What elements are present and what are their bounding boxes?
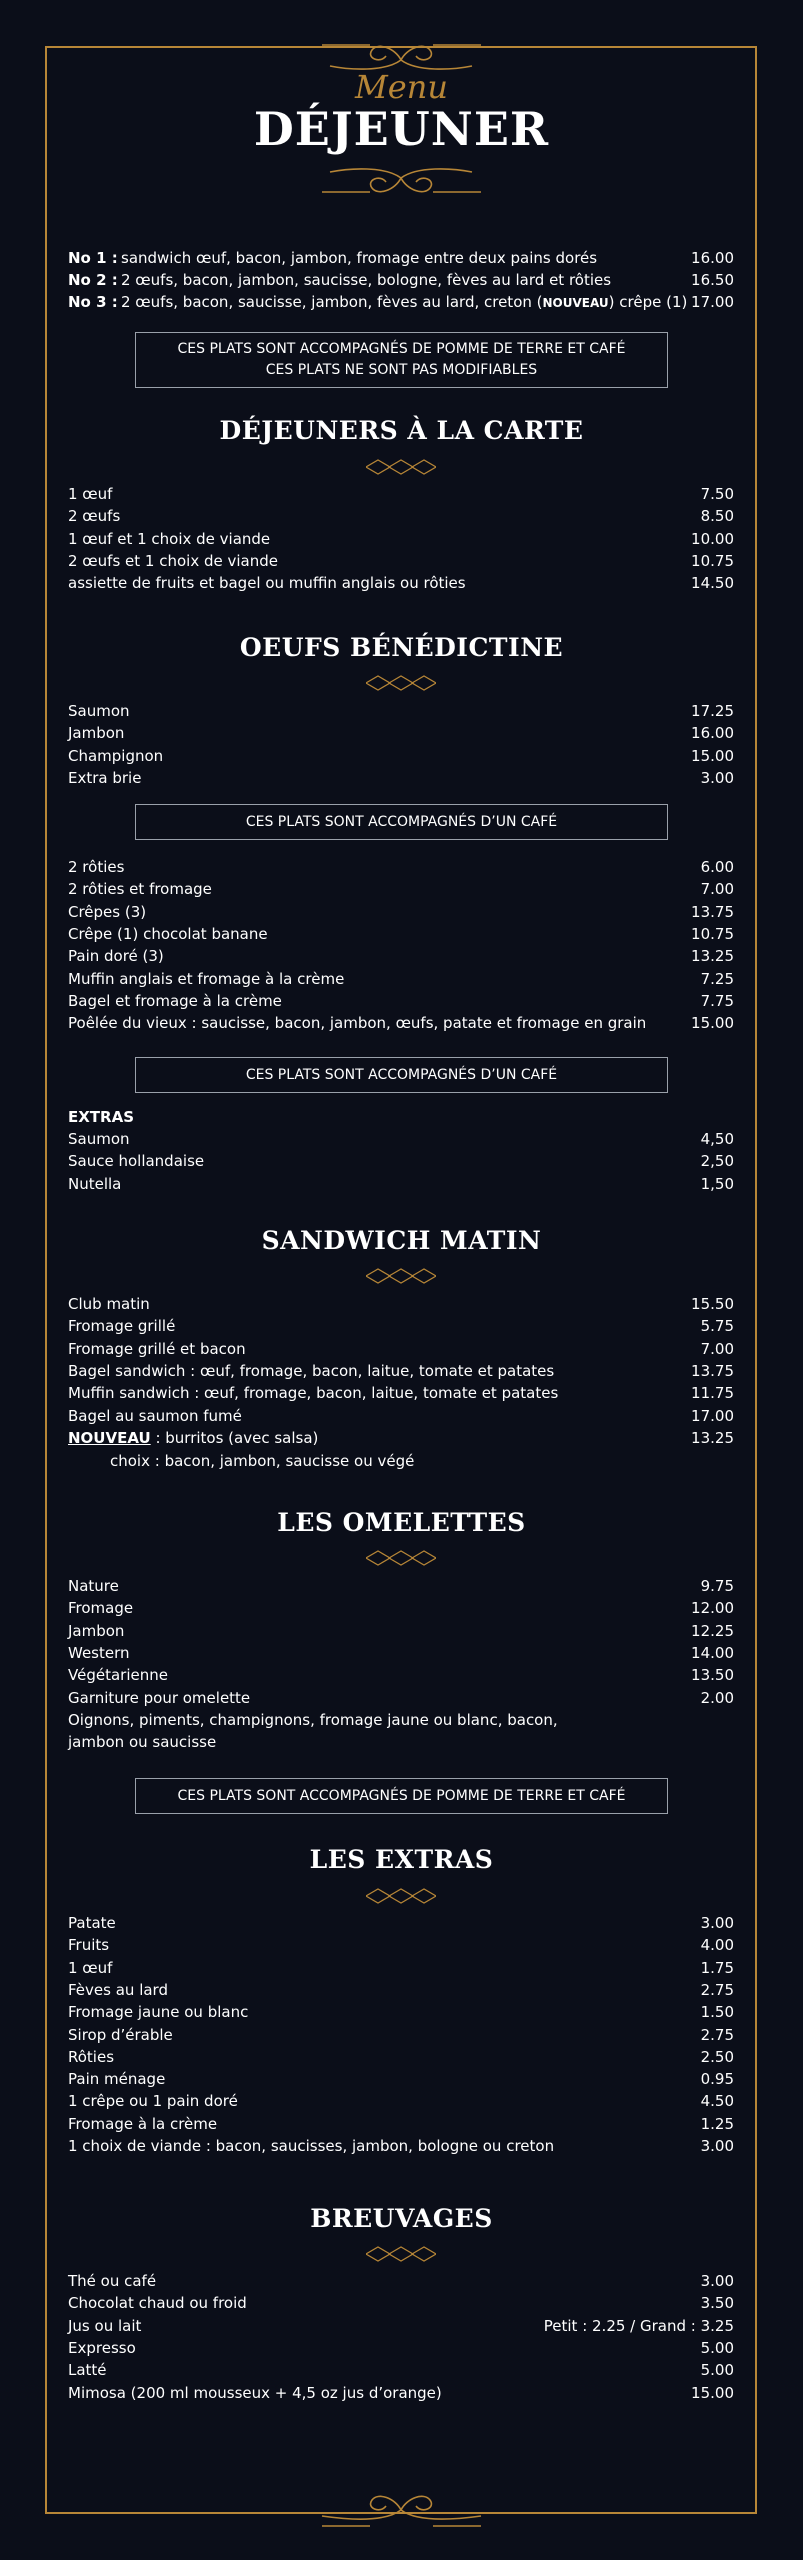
menu-item	[68, 528, 734, 550]
menu-item	[68, 2024, 734, 2046]
menu-item	[68, 968, 734, 990]
section-title-carte: DÉJEUNERS À LA CARTE	[219, 416, 584, 445]
item-price: 14.50	[691, 574, 734, 593]
menu-item	[68, 1664, 734, 1686]
item-name: 1 œuf et 1 choix de viande	[68, 529, 271, 548]
item-price: 17.00	[691, 1406, 734, 1425]
menu-item	[68, 2001, 734, 2023]
item-price: 4.50	[700, 2092, 734, 2111]
diamond-divider-icon	[366, 2244, 436, 2264]
item-price: 3.00	[700, 2137, 734, 2155]
item-name: Nutella	[68, 1174, 122, 1193]
item-price: 1,50	[700, 1174, 734, 1193]
menu-item	[68, 1012, 734, 1034]
menu-item	[68, 1597, 734, 1619]
menu-item	[68, 990, 734, 1012]
item-price: 13.25	[691, 1429, 734, 1447]
menu-item	[68, 745, 734, 767]
item-name: Crêpes (3)	[68, 902, 147, 921]
menu-item	[68, 2068, 734, 2090]
menu-item	[68, 2382, 734, 2404]
menu-item	[68, 2337, 734, 2359]
combo-item	[68, 247, 734, 269]
item-price: 2.50	[700, 2047, 734, 2066]
nouveau-tag: NOUVEAU	[68, 1429, 151, 1447]
combo-item	[68, 269, 734, 291]
item-price: 15.00	[691, 2383, 734, 2402]
menu-item	[68, 2292, 734, 2314]
item-name: Fruits	[68, 1936, 110, 1955]
item-price: 17.25	[691, 702, 734, 720]
item-name: 1 œuf	[68, 1958, 113, 1977]
item-price: 10.75	[691, 551, 734, 570]
menu-item	[68, 856, 734, 878]
item-price: 13.75	[691, 1361, 734, 1380]
item-price: 13.25	[691, 947, 734, 966]
item-price: 14.00	[691, 1643, 734, 1662]
section-title-sandwich: SANDWICH MATIN	[261, 1226, 542, 1255]
menu-item	[68, 901, 734, 923]
item-price: 0.95	[700, 2070, 734, 2089]
menu-item	[68, 2046, 734, 2068]
menu-item	[68, 1620, 734, 1642]
item-price: 7.75	[700, 991, 734, 1010]
item-name: NOUVEAU : burritos (avec salsa)	[68, 1429, 319, 1447]
garniture-description: Oignons, piments, champignons, fromage jaune ou blanc, bacon, jambon ou saucisse	[68, 1711, 558, 1751]
item-price: 2.75	[700, 1980, 734, 1999]
item-name: Jus ou lait	[68, 2316, 142, 2335]
item-price: 1.25	[700, 2114, 734, 2133]
item-name: Thé ou café	[68, 2272, 157, 2290]
item-name: Fromage grillé	[68, 1317, 176, 1336]
menu-item	[68, 1427, 734, 1449]
item-price: 16.00	[691, 724, 734, 743]
menu-item	[68, 1382, 734, 1404]
combo-description: sandwich œuf, bacon, jambon, fromage entre deux pains dorés	[121, 249, 598, 267]
item-name: 1 œuf	[68, 485, 113, 503]
item-name: Champignon	[68, 746, 164, 765]
combo-price: 17.00	[691, 293, 734, 311]
item-price: 7.00	[700, 880, 734, 899]
item-name: Sirop d’érable	[68, 2025, 173, 2044]
item-price: Petit : 2.25 / Grand : 3.25	[543, 2316, 734, 2335]
menu-item	[68, 1338, 734, 1360]
menu-item	[68, 722, 734, 744]
item-name: Fromage	[68, 1599, 134, 1618]
item-price: 15.00	[691, 1014, 734, 1033]
item-name: Bagel au saumon fumé	[68, 1406, 242, 1425]
item-price: 13.50	[691, 1666, 734, 1685]
menu-item	[68, 572, 734, 594]
menu-item	[68, 2359, 734, 2381]
diamond-divider-icon	[366, 1266, 436, 1286]
item-name: 2 rôties et fromage	[68, 880, 212, 899]
menu-item	[68, 2090, 734, 2112]
info-note-box: CES PLATS SONT ACCOMPAGNÉS D’UN CAFÉ	[135, 1057, 668, 1093]
diamond-divider-icon	[366, 1886, 436, 1906]
item-name: Extra brie	[68, 768, 142, 787]
combo-number: No 2 :	[68, 271, 118, 289]
item-price: 7.00	[700, 1339, 734, 1358]
item-price: 5.00	[700, 2361, 734, 2380]
item-name: Jambon	[68, 1621, 125, 1640]
combo-number: No 3 :	[68, 293, 118, 311]
menu-item	[68, 1360, 734, 1382]
page-title: DÉJEUNER	[253, 102, 550, 156]
item-name: Muffin sandwich : œuf, fromage, bacon, laitue, tomate et patates	[68, 1384, 559, 1403]
item-name: Patate	[68, 1914, 116, 1932]
item-name: Bagel et fromage à la crème	[68, 991, 282, 1010]
item-name: Pain doré (3)	[68, 947, 164, 966]
item-price: 4.00	[700, 1936, 734, 1955]
item-price: 3.00	[700, 768, 734, 787]
item-name: Végétarienne	[68, 1666, 168, 1685]
item-name: assiette de fruits et bagel ou muffin anglais ou rôties	[68, 574, 466, 593]
note-line: CES PLATS SONT ACCOMPAGNÉS DE POMME DE TERRE ET CAFÉ	[177, 341, 626, 357]
menu-item	[68, 1128, 734, 1150]
menu-item	[68, 483, 734, 505]
section-title-benedictine: OEUFS BÉNÉDICTINE	[239, 633, 564, 662]
item-name: Garniture pour omelette	[68, 1688, 251, 1707]
item-price: 2,50	[700, 1152, 734, 1171]
diamond-divider-icon	[366, 457, 436, 477]
menu-item	[68, 1912, 734, 1934]
item-price: 2.00	[700, 1688, 734, 1707]
menu-item	[68, 1979, 734, 2001]
combo-item	[68, 291, 734, 313]
item-price: 1.50	[700, 2003, 734, 2022]
item-name: 2 rôties	[68, 858, 125, 876]
item-price: 15.50	[691, 1295, 734, 1313]
info-note-box: CES PLATS SONT ACCOMPAGNÉS D’UN CAFÉ	[135, 804, 668, 840]
menu-item	[68, 1575, 734, 1597]
menu-item	[68, 1150, 734, 1172]
item-price: 5.00	[700, 2338, 734, 2357]
info-note-box: CES PLATS SONT ACCOMPAGNÉS DE POMME DE TERRE ET CAFÉ	[135, 1778, 668, 1814]
item-price: 9.75	[700, 1577, 734, 1595]
combo-description: 2 œufs, bacon, saucisse, jambon, fèves au lard, creton (NOUVEAU) crêpe (1)	[121, 293, 688, 311]
menu-item	[68, 1293, 734, 1315]
section-title-breuvages: BREUVAGES	[310, 2204, 493, 2233]
menu-item	[68, 1315, 734, 1337]
item-name: Pain ménage	[68, 2070, 166, 2089]
menu-item	[68, 1405, 734, 1427]
item-price: 5.75	[700, 1317, 734, 1336]
item-price: 1.75	[700, 1958, 734, 1977]
item-price: 10.00	[691, 529, 734, 548]
combo-price: 16.00	[691, 249, 734, 267]
menu-item	[68, 1934, 734, 1956]
item-price: 7.50	[700, 485, 734, 503]
menu-item	[68, 878, 734, 900]
item-name: Fromage grillé et bacon	[68, 1339, 246, 1358]
combo-number: No 1 :	[68, 249, 118, 267]
item-name: 2 œufs et 1 choix de viande	[68, 551, 278, 570]
menu-item	[68, 505, 734, 527]
item-name: Crêpe (1) chocolat banane	[68, 924, 268, 943]
menu-item	[68, 2113, 734, 2135]
choice-note: choix : bacon, jambon, saucisse ou végé	[110, 1452, 415, 1470]
item-name: 2 œufs	[68, 507, 121, 526]
section-title-omelettes: LES OMELETTES	[277, 1508, 526, 1537]
info-note-box	[135, 332, 668, 388]
item-price: 3.00	[700, 1914, 734, 1932]
item-price: 10.75	[691, 924, 734, 943]
menu-item	[68, 1642, 734, 1664]
combo-price: 16.50	[691, 271, 734, 289]
item-price: 7.25	[700, 969, 734, 988]
item-price: 6.00	[700, 858, 734, 876]
item-name: Saumon	[68, 1130, 130, 1148]
menu-item	[68, 945, 734, 967]
diamond-divider-icon	[366, 673, 436, 693]
item-name: Fèves au lard	[68, 1980, 168, 1999]
item-name: Club matin	[68, 1295, 150, 1313]
item-name: Jambon	[68, 724, 125, 743]
diamond-divider-icon	[366, 1548, 436, 1568]
note-line: CES PLATS NE SONT PAS MODIFIABLES	[265, 362, 538, 378]
item-name: Latté	[68, 2361, 107, 2380]
item-price: 11.75	[691, 1384, 734, 1403]
item-price: 3.00	[700, 2272, 734, 2290]
menu-item	[68, 767, 734, 789]
menu-item	[68, 2135, 734, 2157]
item-name: Muffin anglais et fromage à la crème	[68, 969, 345, 988]
item-name: Bagel sandwich : œuf, fromage, bacon, laitue, tomate et patates	[68, 1361, 555, 1380]
menu-item	[68, 550, 734, 572]
item-name: Western	[68, 1643, 130, 1662]
item-price: 3.50	[700, 2294, 734, 2313]
item-name: 1 crêpe ou 1 pain doré	[68, 2092, 238, 2111]
section-title-extras: LES EXTRAS	[309, 1845, 494, 1874]
item-name: Expresso	[68, 2338, 136, 2357]
item-price: 15.00	[691, 746, 734, 765]
item-name: Saumon	[68, 702, 130, 720]
item-price: 13.75	[691, 902, 734, 921]
item-price: 4,50	[700, 1130, 734, 1148]
menu-item	[68, 700, 734, 722]
item-name: 1 choix de viande : bacon, saucisses, jambon, bologne ou creton	[68, 2137, 555, 2155]
extras-heading: EXTRAS	[68, 1108, 135, 1126]
item-name: Fromage jaune ou blanc	[68, 2003, 249, 2022]
combo-description: 2 œufs, bacon, jambon, saucisse, bologne, fèves au lard et rôties	[121, 271, 612, 289]
item-price: 12.00	[691, 1599, 734, 1618]
menu-item	[68, 1957, 734, 1979]
menu-item	[68, 923, 734, 945]
menu-script-label: Menu	[355, 68, 448, 106]
item-name: Nature	[68, 1577, 119, 1595]
item-price: 12.25	[691, 1621, 734, 1640]
menu-item	[68, 2270, 734, 2292]
menu-item	[68, 2315, 734, 2337]
bottom-flourish-ornament	[0, 2470, 803, 2550]
item-price: 2.75	[700, 2025, 734, 2044]
item-name: Sauce hollandaise	[68, 1152, 205, 1171]
item-name: Chocolat chaud ou froid	[68, 2294, 247, 2313]
nouveau-tag: NOUVEAU	[542, 296, 609, 310]
item-name: Fromage à la crème	[68, 2114, 218, 2133]
item-name: Poêlée du vieux : saucisse, bacon, jambon, œufs, patate et fromage en grain	[68, 1014, 647, 1033]
menu-item	[68, 1173, 734, 1195]
menu-item	[68, 1687, 734, 1709]
item-price: 8.50	[700, 507, 734, 526]
item-name: Mimosa (200 ml mousseux + 4,5 oz jus d’orange)	[68, 2383, 442, 2402]
item-name: Rôties	[68, 2047, 115, 2066]
